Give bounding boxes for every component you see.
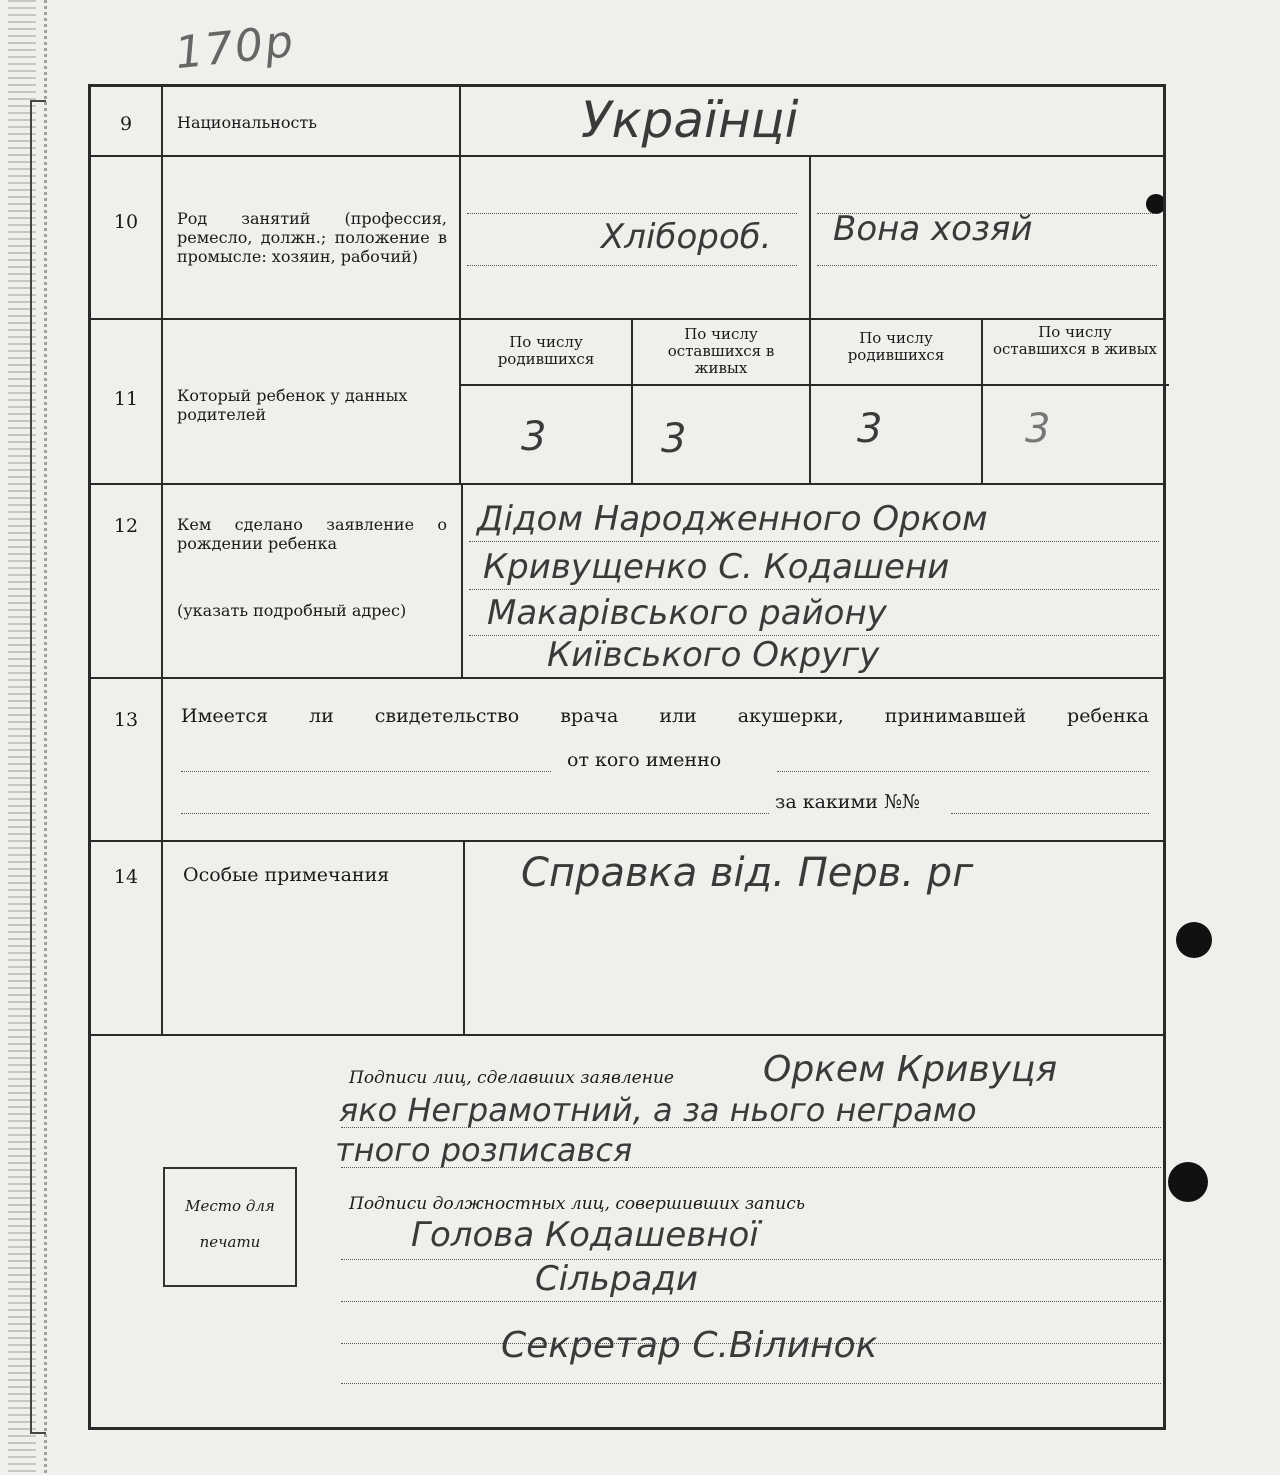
official-signature-2: Сільради xyxy=(535,1259,698,1299)
certificate-question: Имеется ли свидетельство врача или акушерки, принимавшей ребенка xyxy=(181,705,1149,727)
declarant-line-4: Київського Округу xyxy=(547,635,880,675)
officials-signature-label: Подписи должностных лиц, совершивших запись xyxy=(349,1194,805,1214)
value-born-father: 3 xyxy=(521,414,547,460)
col-born-mother: По числу родившихся xyxy=(847,329,945,364)
applicant-signature-3: тного розписався xyxy=(335,1131,633,1169)
declarant-line-2: Кривущенко С. Кодашени xyxy=(483,547,950,587)
declarant-label: Кем сделано заявление о рождении ребенка xyxy=(177,515,447,553)
stamp-label-1: Место для xyxy=(185,1197,275,1215)
row-number: 12 xyxy=(113,515,139,537)
row-nationality xyxy=(91,87,1163,157)
col-born-father: По числу родившихся xyxy=(497,333,595,368)
applicant-signature-1: Оркем Кривуця xyxy=(763,1049,1058,1090)
col-surviving-father: По числу оставшихся в живых xyxy=(667,325,775,377)
father-occupation: Хлібороб. xyxy=(601,217,772,257)
official-signature-1: Голова Кодашевної xyxy=(411,1215,759,1255)
stamp-label-2: печати xyxy=(199,1233,261,1251)
row-number: 10 xyxy=(113,211,139,233)
row-child-order xyxy=(91,320,1163,485)
official-signature-3: Секретар С.Вілинок xyxy=(501,1325,878,1366)
child-order-label: Который ребенок у данных родителей xyxy=(177,386,408,424)
value-born-mother: 3 xyxy=(857,406,883,452)
row-declarant xyxy=(91,485,1163,679)
row-number: 9 xyxy=(119,113,133,135)
punch-hole xyxy=(1176,922,1212,958)
stamp-placeholder xyxy=(163,1167,297,1287)
applicant-signature-2: яко Неграмотний, а за нього неграмо xyxy=(339,1091,977,1129)
certificate-numbers: за какими №№ xyxy=(775,791,920,813)
punch-hole xyxy=(1168,1162,1208,1202)
mother-occupation: Вона хозяй xyxy=(833,209,1033,249)
col-surviving-mother: По числу оставшихся в живых xyxy=(992,323,1157,358)
special-notes-label: Особые примечания xyxy=(183,864,390,886)
row-occupation xyxy=(91,157,1163,320)
declarant-address-label: (указать подробный адрес) xyxy=(177,601,407,620)
row-certificate xyxy=(91,679,1163,842)
row-special-notes xyxy=(91,842,1163,1036)
nationality-value: Українці xyxy=(581,91,799,149)
occupation-label: Род занятий (профессия, ремесло, должн.; положение в промысле: хозяин, рабочий) xyxy=(177,209,447,266)
binding-bracket xyxy=(30,100,46,1434)
row-number: 14 xyxy=(113,866,139,888)
value-surviving-mother: 3 xyxy=(1025,406,1051,452)
declarant-line-3: Макарівського району xyxy=(487,593,887,633)
row-number: 13 xyxy=(113,709,139,731)
nationality-label: Национальность xyxy=(177,113,317,132)
birth-record-form xyxy=(88,84,1166,1430)
special-notes-value: Справка від. Перв. рг xyxy=(521,850,974,896)
applicants-signature-label: Подписи лиц, сделавших заявление xyxy=(349,1068,674,1088)
row-number: 11 xyxy=(113,388,139,410)
certificate-from-whom: от кого именно xyxy=(567,749,722,771)
value-surviving-father: 3 xyxy=(661,416,687,462)
corner-handwritten-note: 170р xyxy=(172,15,298,80)
declarant-line-1: Дідом Народженного Орком xyxy=(477,499,988,539)
